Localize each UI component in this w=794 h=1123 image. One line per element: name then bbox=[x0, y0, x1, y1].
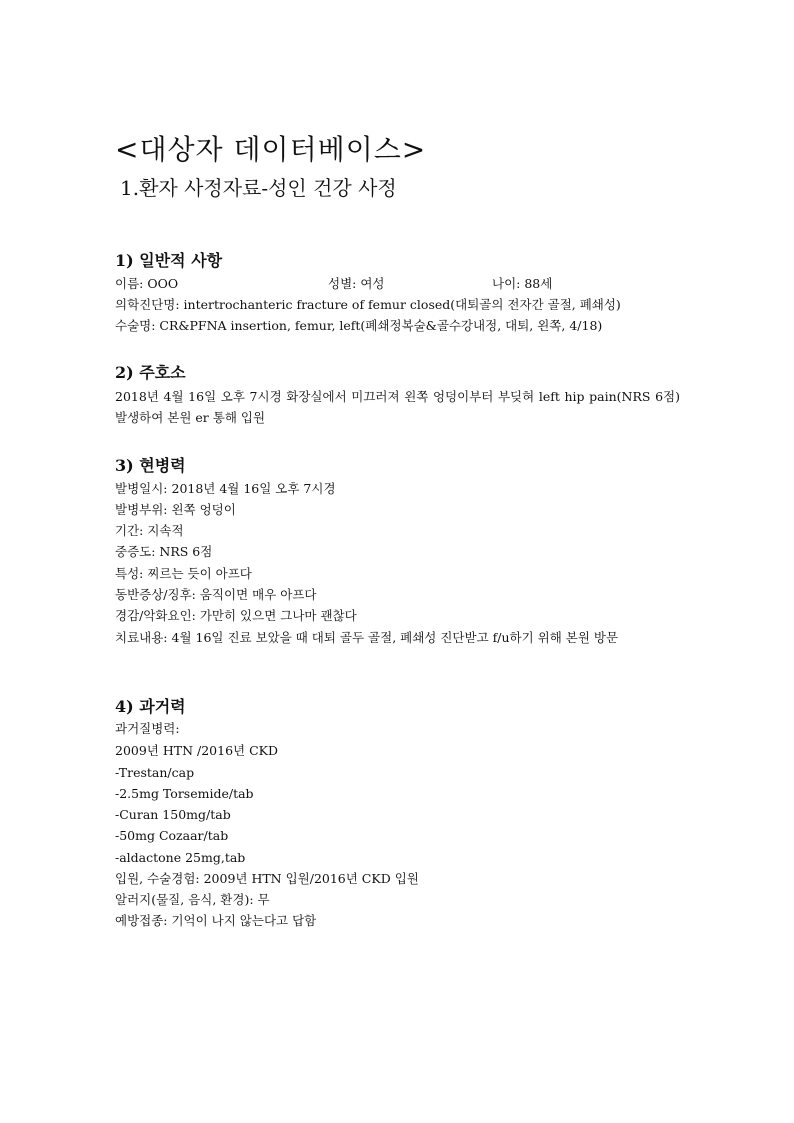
vaccination-info: 예방접종: 기억이 나지 않는다고 답함 bbox=[115, 913, 317, 928]
document-title: <대상자 데이터베이스> bbox=[115, 133, 427, 166]
patient-info-row bbox=[115, 276, 715, 292]
medication-item: -Trestan/cap bbox=[115, 765, 195, 780]
medication-item: -50mg Cozaar/tab bbox=[115, 828, 229, 843]
medication-item: -Curan 150mg/tab bbox=[115, 807, 231, 822]
onset-date: 발병일시: 2018년 4월 16일 오후 7시경 bbox=[115, 481, 336, 496]
past-illness-label: 과거질병력: bbox=[115, 721, 180, 736]
section-heading-chief-complaint: 2) 주호소 bbox=[115, 363, 186, 382]
surgery-name: 수술명: CR&PFNA insertion, femur, left(폐쇄정복술&골수강내정, 대퇴, 왼쪽, 4/18) bbox=[115, 318, 603, 333]
duration: 기간: 지속적 bbox=[115, 523, 184, 538]
patient-sex: 성별: 여성 bbox=[328, 276, 385, 291]
allergy-info: 알러지(물질, 음식, 환경): 무 bbox=[115, 892, 270, 907]
medication-item: -aldactone 25mg,tab bbox=[115, 850, 246, 865]
medical-diagnosis: 의학진단명: intertrochanteric fracture of femur closed(대퇴골의 전자간 골절, 폐쇄성) bbox=[115, 297, 621, 312]
severity: 중증도: NRS 6점 bbox=[115, 544, 213, 559]
section-heading-past-history: 4) 과거력 bbox=[115, 697, 186, 716]
medication-item: -2.5mg Torsemide/tab bbox=[115, 786, 254, 801]
section-heading-general: 1) 일반적 사항 bbox=[115, 251, 223, 270]
pain-character: 특성: 찌르는 듯이 아프다 bbox=[115, 566, 252, 581]
onset-site: 발병부위: 왼쪽 엉덩이 bbox=[115, 502, 236, 517]
relieving-factors: 경감/악화요인: 가만히 있으면 그나마 괜찮다 bbox=[115, 608, 357, 623]
associated-symptoms: 동반증상/징후: 움직이면 매우 아프다 bbox=[115, 587, 317, 602]
past-illness-history: 2009년 HTN /2016년 CKD bbox=[115, 743, 279, 758]
document-subtitle: 1.환자 사정자료-성인 건강 사정 bbox=[120, 176, 397, 200]
patient-name: 이름: OOO bbox=[115, 276, 179, 291]
section-heading-present-illness: 3) 현병력 bbox=[115, 456, 186, 475]
chief-complaint-text: 2018년 4월 16일 오후 7시경 화장실에서 미끄러져 왼쪽 엉덩이부터 부딪혀 left hip pain(NRS 6점) 발생하여 본원 er 통해 입원 bbox=[115, 389, 680, 425]
patient-age: 나이: 88세 bbox=[492, 276, 553, 291]
admission-history: 입원, 수술경험: 2009년 HTN 입원/2016년 CKD 입원 bbox=[115, 871, 419, 886]
treatment-content: 치료내용: 4월 16일 진료 보았을 때 대퇴 골두 골절, 폐쇄성 진단받고 f/u하기 위해 본원 방문 bbox=[115, 630, 619, 645]
